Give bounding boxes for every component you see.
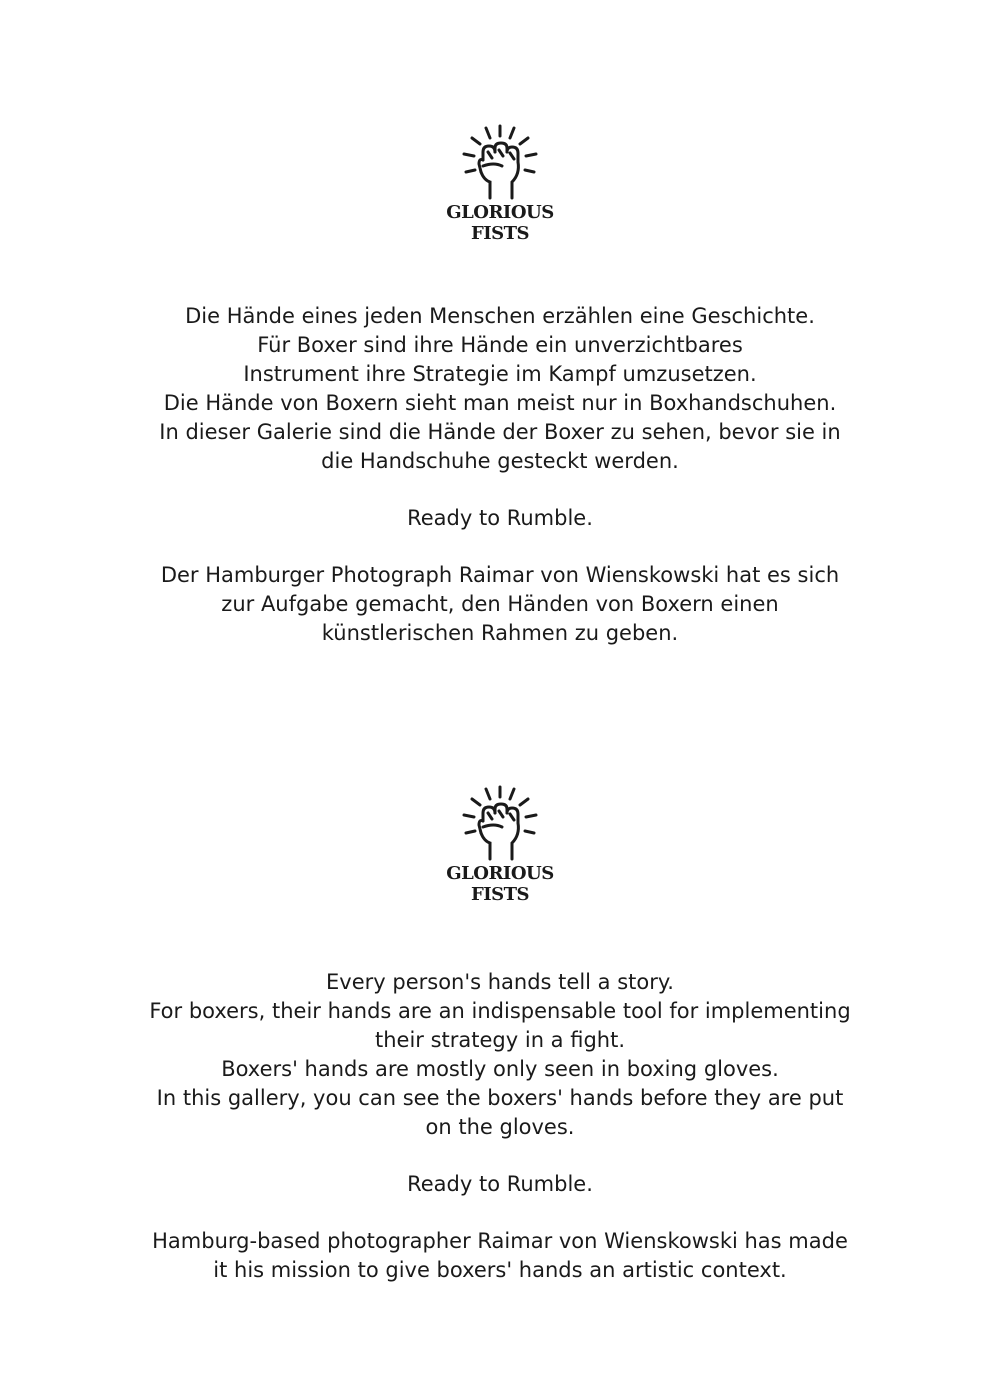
english-paragraph1-line: Every person's hands tell a story. bbox=[326, 970, 674, 994]
english-paragraph2-line: Hamburg-based photographer Raimar von Wienskowski has made bbox=[152, 1229, 848, 1253]
german-paragraph1-line: die Handschuhe gesteckt werden. bbox=[321, 449, 679, 473]
german-paragraph2-line: zur Aufgabe gemacht, den Händen von Boxern einen bbox=[221, 592, 779, 616]
german-paragraph1-line: Für Boxer sind ihre Hände ein unverzichtbares bbox=[257, 333, 743, 357]
german-paragraph1-line: Die Hände von Boxern sieht man meist nur in Boxhandschuhen. bbox=[163, 391, 837, 415]
german-paragraph1-line: Instrument ihre Strategie im Kampf umzusetzen. bbox=[243, 362, 757, 386]
english-paragraph2-line: it his mission to give boxers' hands an artistic context. bbox=[213, 1258, 787, 1282]
english-paragraph1-line: Boxers' hands are mostly only seen in boxing gloves. bbox=[221, 1057, 779, 1081]
german-paragraph2-line: künstlerischen Rahmen zu geben. bbox=[321, 621, 679, 645]
german-paragraph1-line: Die Hände eines jeden Menschen erzählen eine Geschichte. bbox=[185, 304, 815, 328]
english-paragraph1-line: For boxers, their hands are an indispensable tool for implementing bbox=[149, 999, 851, 1023]
german-paragraph2-line: Der Hamburger Photograph Raimar von Wienskowski hat es sich bbox=[160, 563, 840, 587]
brand-name-line1: GLORIOUS bbox=[446, 863, 554, 884]
brand-name-line2: FISTS bbox=[470, 884, 530, 905]
english-text-block bbox=[100, 968, 900, 1285]
raised-fist-icon bbox=[450, 783, 550, 863]
english-paragraph1-line: their strategy in a fight. bbox=[374, 1028, 625, 1052]
brand-name-line1: GLORIOUS bbox=[446, 202, 554, 223]
english-paragraph1-line: In this gallery, you can see the boxers' hands before they are put bbox=[156, 1086, 844, 1110]
english-tagline: Ready to Rumble. bbox=[407, 1172, 593, 1196]
brand-logo-top bbox=[440, 122, 560, 244]
english-paragraph1-line: on the gloves. bbox=[425, 1115, 575, 1139]
german-tagline: Ready to Rumble. bbox=[407, 506, 593, 530]
brand-name-line2: FISTS bbox=[470, 223, 530, 244]
raised-fist-icon bbox=[450, 122, 550, 202]
brand-logo-bottom bbox=[440, 783, 560, 905]
german-paragraph1-line: In dieser Galerie sind die Hände der Boxer zu sehen, bevor sie in bbox=[159, 420, 841, 444]
german-text-block bbox=[100, 302, 900, 648]
